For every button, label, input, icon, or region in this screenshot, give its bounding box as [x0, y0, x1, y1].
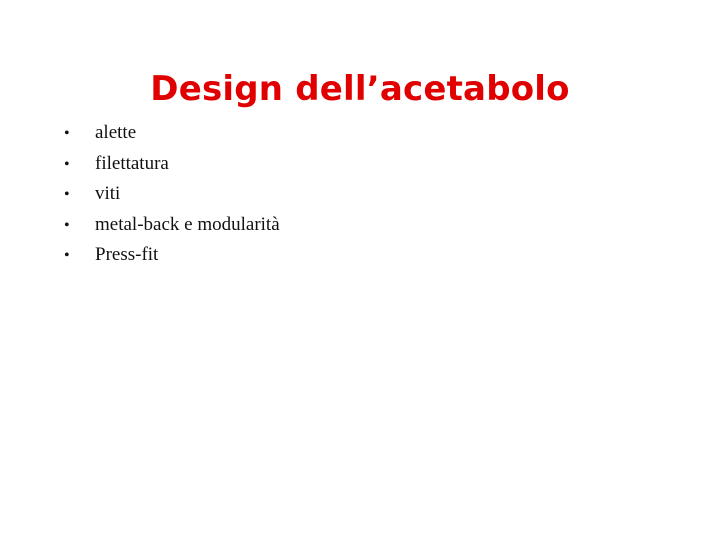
list-item-label: Press-fit: [95, 244, 159, 265]
bullet-icon: •: [64, 125, 70, 142]
list-item: [64, 179, 280, 210]
list-item: [64, 149, 280, 180]
bullet-icon: •: [64, 247, 70, 264]
list-item-label: viti: [95, 183, 121, 204]
bullet-icon: •: [64, 186, 70, 203]
bullet-icon: •: [64, 155, 70, 173]
bullet-list: [64, 118, 280, 271]
list-item: [64, 210, 280, 241]
list-item: [64, 240, 280, 271]
bullet-icon: •: [64, 216, 70, 234]
list-item-label: metal-back e modularità: [95, 213, 280, 235]
slide-title: Design dell’acetabolo: [150, 68, 570, 109]
list-item-label: filettatura: [95, 152, 169, 174]
list-item-label: alette: [95, 122, 137, 143]
list-item: [64, 118, 280, 149]
